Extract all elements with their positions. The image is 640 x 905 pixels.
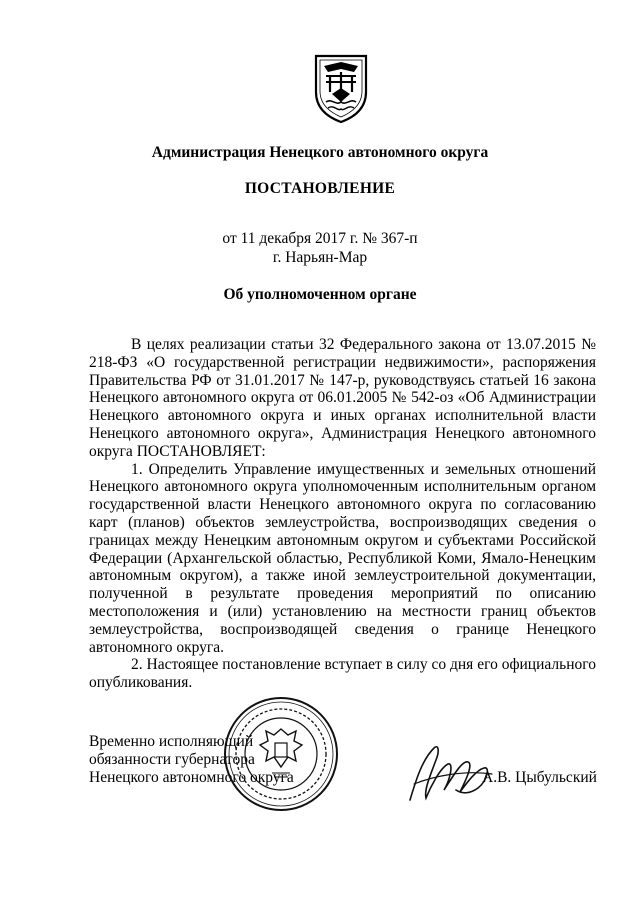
signatory-position-line: обязанности губернатора [89, 751, 255, 768]
document-city: г. Нарьян-Мар [272, 249, 368, 266]
document-type: ПОСТАНОВЛЕНИЕ [244, 180, 396, 197]
preamble-paragraph: В целях реализации статьи 32 Федерального закона от 13.07.2015 № 218-ФЗ «О государственной регистрации недвижимости», распоряжения Правительства РФ от 31.01.2017 № 147-р, руководствуясь статьей 16 закона Ненецкого автономного округа от 06.01.2005 № 542-оз «Об Администрации Ненецкого автономного округа и иных органах исполнительной власти Ненецкого автономного округа», Администрация Ненецкого автономного округа ПОСТАНОВЛЯЕТ: [89, 336, 596, 460]
clause-1-paragraph: 1. Определить Управление имущественных и земельных отношений Ненецкого автономного округа уполномоченным исполнительным органом государственной власти Ненецкого автономного округа по согласованию карт (планов) объектов землеустройства, воспроизводящих сведения о границах между Ненецким автономным округом и субъектами Российской Федерации (Архангельской областью, Республикой Коми, Ямало-Ненецким автономным округом), а также иной землеустроительной документации, полученной в результате проведения мероприятий по описанию местоположения и (или) установлению на местности границ объектов землеустройства, воспроизводящей сведения о границе Ненецкого автономного округа. [89, 460, 596, 656]
document-subject: Об уполномоченном органе [223, 286, 417, 303]
signatory-position-line: Временно исполняющий [89, 733, 254, 750]
document-body [89, 336, 596, 692]
signatory-position-line: Ненецкого автономного округа [89, 769, 294, 786]
organization-title: Администрация Ненецкого автономного округа [151, 144, 489, 161]
nao-coat-of-arms-icon [312, 52, 370, 124]
signatory-name: А.В. Цыбульский [482, 769, 597, 786]
document-date-number: от 11 декабря 2017 г. № 367-п [222, 230, 418, 247]
clause-2-paragraph: 2. Настоящее постановление вступает в силу со дня его официального опубликования. [89, 656, 596, 692]
official-seal-icon [222, 695, 340, 813]
